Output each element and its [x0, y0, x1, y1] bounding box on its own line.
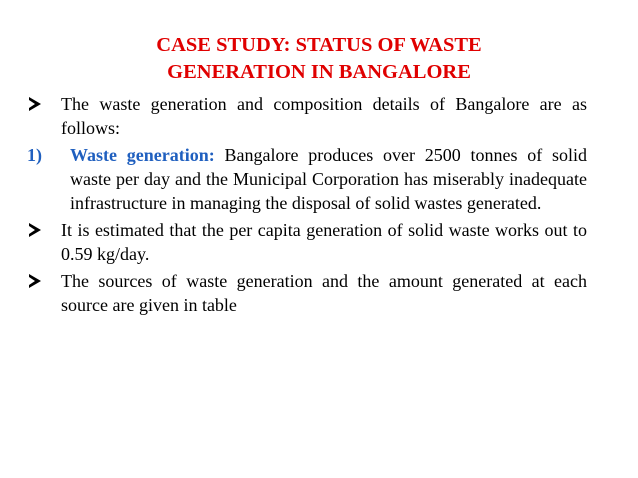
slide-title — [60, 32, 578, 86]
arrow-bullet-icon — [27, 218, 57, 242]
slide-title-line-1: CASE STUDY: STATUS OF WASTE — [156, 34, 482, 56]
arrow-bullet-icon — [27, 269, 57, 293]
bullet-item-2 — [27, 218, 587, 266]
bullet-text: It is estimated that the per capita generation of solid waste works out to 0.59 kg/day. — [61, 220, 587, 264]
slide-title-line-2: GENERATION IN BANGALORE — [167, 61, 471, 83]
bullet-item-1 — [27, 92, 587, 140]
item-lead-text: Waste generation: — [70, 145, 215, 165]
bullet-text: The sources of waste generation and the amount generated at each source are given in table — [61, 271, 587, 315]
numbered-item-1 — [27, 143, 587, 215]
bullet-text: The waste generation and composition details of Bangalore are as follows: — [61, 94, 587, 138]
slide-body — [27, 92, 587, 320]
bullet-item-3 — [27, 269, 587, 317]
arrow-bullet-icon — [27, 92, 57, 116]
item-number: 1) — [27, 145, 42, 165]
item-text: Bangalore produces over 2500 tonnes of solid waste per day and the Municipal Corporation has miserably inadequate infrastructure in managing the disposal of solid wastes generated. — [70, 145, 587, 213]
